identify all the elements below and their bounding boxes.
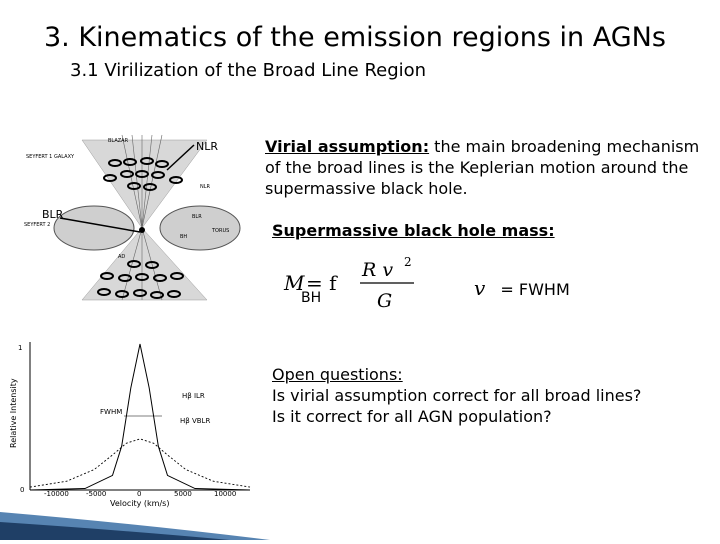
legend-ilr: Hβ ILR bbox=[182, 392, 205, 400]
virial-text: the main broadening mechanism of the broad lines is the Keplerian motion around the supermassive black hole. bbox=[265, 137, 700, 198]
agn-schematic-figure bbox=[22, 130, 260, 305]
nlr-small-label: NLR bbox=[200, 184, 210, 190]
x-tick-10000: 10000 bbox=[214, 490, 237, 498]
open-questions-heading: Open questions: bbox=[272, 365, 403, 384]
formula-numerator: R v bbox=[362, 259, 394, 281]
seyfert1-label: SEYFERT 1 GALAXY bbox=[26, 154, 75, 160]
line-profile-chart bbox=[4, 330, 254, 540]
torus-label: TORUS bbox=[212, 228, 230, 234]
fwhm-text: = FWHM bbox=[500, 280, 570, 299]
open-question-1: Is virial assumption correct for all broad lines? bbox=[272, 386, 642, 405]
x-tick-neg10000: -10000 bbox=[44, 490, 69, 498]
corner-drawing bbox=[0, 510, 280, 540]
x-tick-neg5000: -5000 bbox=[86, 490, 107, 498]
formula-rhs: = f bbox=[306, 271, 337, 295]
ad-label: AD bbox=[118, 254, 126, 260]
y-tick-0: 0 bbox=[20, 486, 25, 494]
open-questions-block bbox=[272, 364, 712, 427]
legend-fwhm: FWHM bbox=[100, 408, 123, 416]
y-tick-1: 1 bbox=[18, 344, 23, 352]
x-tick-5000: 5000 bbox=[174, 490, 192, 498]
seyfert2-label: SEYFERT 2 bbox=[24, 222, 51, 228]
velocity-symbol: v bbox=[474, 276, 486, 300]
x-tick-0: 0 bbox=[137, 490, 142, 498]
open-question-2: Is it correct for all AGN population? bbox=[272, 407, 552, 426]
page-title: 3. Kinematics of the emission regions in AGNs bbox=[44, 22, 666, 53]
x-axis-label: Velocity (km/s) bbox=[110, 499, 170, 508]
nlr-label: NLR bbox=[196, 140, 218, 153]
page-subtitle: 3.1 Virilization of the Broad Line Region bbox=[70, 60, 427, 81]
y-axis-label: Relative Intensity bbox=[9, 378, 18, 448]
legend-vblr: Hβ VBLR bbox=[180, 417, 211, 425]
blr-label: BLR bbox=[42, 208, 64, 221]
fwhm-definition bbox=[474, 276, 570, 300]
formula-denominator: G bbox=[377, 290, 393, 312]
slide-corner-decoration bbox=[0, 510, 280, 540]
virial-assumption-paragraph bbox=[265, 136, 715, 199]
formula-exponent: 2 bbox=[404, 255, 412, 269]
formula-lhs: M bbox=[284, 271, 305, 295]
smbh-mass-heading: Supermassive black hole mass: bbox=[272, 221, 555, 240]
blazar-label: BLAZAR bbox=[108, 138, 129, 144]
blr-small-label: BLR bbox=[192, 214, 202, 220]
line-profile-svg bbox=[4, 330, 254, 540]
formula-subscript: BH bbox=[301, 290, 322, 306]
bh-small-label: BH bbox=[180, 234, 188, 240]
virial-heading: Virial assumption: bbox=[265, 137, 430, 156]
